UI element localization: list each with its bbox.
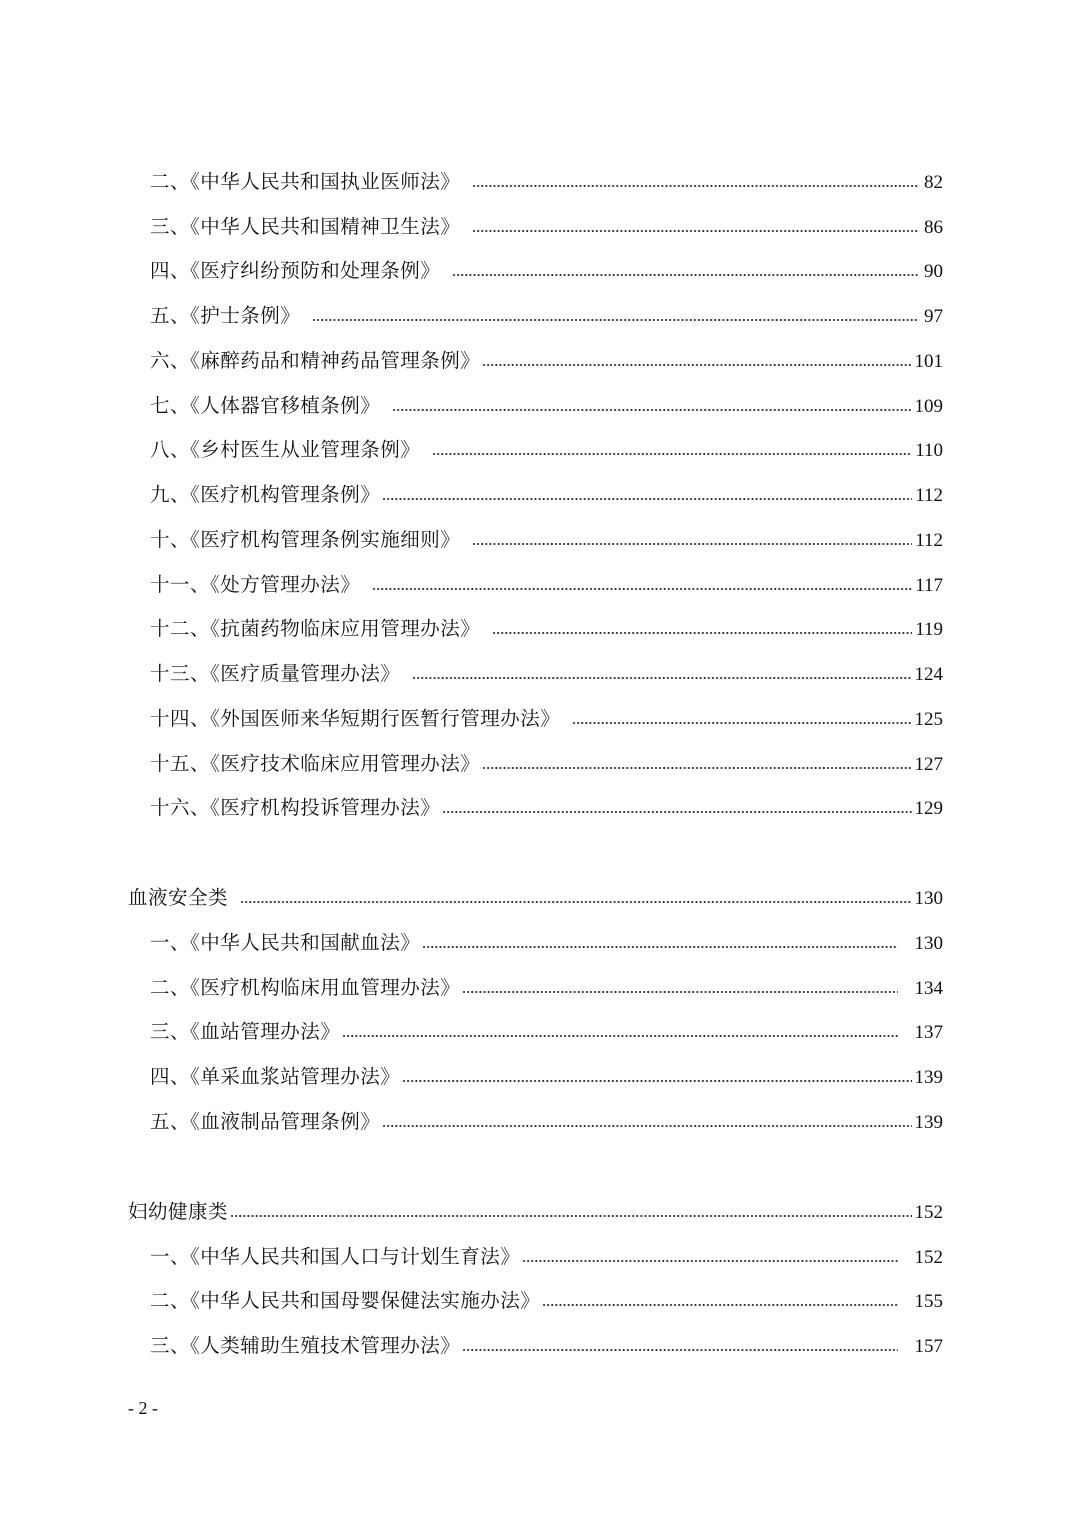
- leader-dots: [432, 450, 912, 458]
- leader-dots: [542, 1301, 897, 1309]
- toc-entry-title: 二、《中华人民共和国执业医师法》: [150, 170, 461, 193]
- leader-dots: [482, 361, 911, 369]
- leader-dots: [472, 227, 918, 235]
- leader-dots: [462, 988, 897, 996]
- toc-entry-page: 139: [914, 1067, 943, 1088]
- leader-dots: [230, 1212, 911, 1220]
- toc-entry-page: 127: [914, 754, 943, 775]
- toc-entry-page: 86: [924, 217, 943, 238]
- leader-dots: [482, 764, 911, 772]
- toc-section-maternal[interactable]: [128, 1190, 943, 1234]
- leader-dots: [472, 540, 912, 548]
- toc-entry[interactable]: [150, 966, 943, 1010]
- toc-entry-page: 137: [914, 1022, 943, 1043]
- toc-entry[interactable]: [150, 563, 943, 607]
- toc-entry-page: 125: [914, 709, 943, 730]
- toc-entry-page: 101: [914, 351, 943, 372]
- leader-dots: [472, 182, 918, 190]
- toc-entry-title: 十、《医疗机构管理条例实施细则》: [150, 528, 461, 551]
- toc-entry[interactable]: [150, 339, 943, 383]
- toc-entry[interactable]: [150, 1279, 943, 1323]
- leader-dots: [342, 1032, 897, 1040]
- toc-entry[interactable]: [150, 1235, 943, 1279]
- toc-entry-title: 十一、《处方管理办法》: [150, 573, 361, 596]
- toc-entry-page: 139: [914, 1112, 943, 1133]
- leader-dots: [442, 808, 911, 816]
- leader-dots: [412, 674, 911, 682]
- toc-entry-page: 110: [915, 440, 943, 461]
- toc-entry-title: 十三、《医疗质量管理办法》: [150, 662, 401, 685]
- toc-entry-page: 130: [914, 933, 943, 954]
- toc-entry-title: 四、《医疗纠纷预防和处理条例》: [150, 259, 441, 282]
- toc-entry-page: 109: [914, 396, 943, 417]
- leader-dots: [492, 629, 912, 637]
- toc-entry-title: 六、《麻醉药品和精神药品管理条例》: [150, 349, 481, 372]
- toc-entry-title: 五、《血液制品管理条例》: [150, 1110, 381, 1133]
- toc-entry[interactable]: [150, 652, 943, 696]
- toc-section-blood[interactable]: [128, 876, 943, 920]
- toc-entry-page: 97: [924, 306, 943, 327]
- toc-entry-title: 十五、《医疗技术临床应用管理办法》: [150, 752, 481, 775]
- toc-entry[interactable]: [150, 607, 943, 651]
- toc-entry-title: 八、《乡村医生从业管理条例》: [150, 438, 421, 461]
- toc-entry-title: 一、《中华人民共和国献血法》: [150, 931, 421, 954]
- toc-entry[interactable]: [150, 428, 943, 472]
- toc-entry[interactable]: [150, 697, 943, 741]
- toc-entry[interactable]: [150, 1055, 943, 1099]
- toc-entry-title: 三、《人类辅助生殖技术管理办法》: [150, 1334, 461, 1357]
- toc-entry-title: 四、《单采血浆站管理办法》: [150, 1065, 401, 1088]
- toc-entry-page: 134: [914, 978, 943, 999]
- toc-entry-title: 七、《人体器官移植条例》: [150, 394, 381, 417]
- leader-dots: [392, 406, 911, 414]
- toc-entry-page: 119: [915, 619, 943, 640]
- toc-entry[interactable]: [150, 1010, 943, 1054]
- section-title: 血液安全类: [128, 886, 229, 909]
- toc-entry-page: 112: [915, 485, 943, 506]
- toc-entry-page: 112: [915, 530, 943, 551]
- toc-entry-title: 三、《血站管理办法》: [150, 1020, 341, 1043]
- toc-entry-page: 82: [924, 172, 943, 193]
- leader-dots: [240, 898, 911, 906]
- toc-entry-page: 157: [914, 1336, 943, 1357]
- leader-dots: [572, 719, 911, 727]
- section-title: 妇幼健康类: [128, 1200, 229, 1223]
- leader-dots: [462, 1346, 897, 1354]
- leader-dots: [312, 316, 918, 324]
- toc-entry-title: 一、《中华人民共和国人口与计划生育法》: [150, 1245, 521, 1268]
- toc-entry-page: 152: [914, 1247, 943, 1268]
- toc-entry-title: 三、《中华人民共和国精神卫生法》: [150, 215, 461, 238]
- toc-entry[interactable]: [150, 160, 943, 204]
- section-page: 152: [914, 1202, 943, 1223]
- toc-entry-page: 124: [914, 664, 943, 685]
- leader-dots: [422, 943, 897, 951]
- toc-entry-page: 155: [914, 1291, 943, 1312]
- toc-entry-page: 117: [915, 575, 943, 596]
- leader-dots: [372, 585, 912, 593]
- leader-dots: [382, 1122, 911, 1130]
- toc-entry[interactable]: [150, 249, 943, 293]
- toc-entry[interactable]: [150, 518, 943, 562]
- toc-entry-page: 90: [924, 261, 943, 282]
- toc-entry[interactable]: [150, 921, 943, 965]
- toc-entry-title: 十四、《外国医师来华短期行医暂行管理办法》: [150, 707, 561, 730]
- section-page: 130: [914, 888, 943, 909]
- toc-entry[interactable]: [150, 205, 943, 249]
- toc-entry-title: 二、《医疗机构临床用血管理办法》: [150, 976, 461, 999]
- leader-dots: [522, 1257, 897, 1265]
- toc-entry-title: 五、《护士条例》: [150, 304, 301, 327]
- toc-entry[interactable]: [150, 384, 943, 428]
- leader-dots: [452, 271, 918, 279]
- toc-entry-page: 129: [914, 798, 943, 819]
- toc-entry[interactable]: [150, 742, 943, 786]
- toc-entry[interactable]: [150, 786, 943, 830]
- toc-entry-title: 十六、《医疗机构投诉管理办法》: [150, 796, 441, 819]
- toc-entry-title: 九、《医疗机构管理条例》: [150, 483, 381, 506]
- toc-entry-title: 十二、《抗菌药物临床应用管理办法》: [150, 617, 481, 640]
- leader-dots: [382, 495, 912, 503]
- toc-entry[interactable]: [150, 1324, 943, 1368]
- page-number: - 2 -: [128, 1398, 158, 1418]
- toc-entry[interactable]: [150, 1100, 943, 1144]
- toc-entry-title: 二、《中华人民共和国母婴保健法实施办法》: [150, 1289, 541, 1312]
- toc-entry[interactable]: [150, 294, 943, 338]
- leader-dots: [402, 1077, 911, 1085]
- toc-entry[interactable]: [150, 473, 943, 517]
